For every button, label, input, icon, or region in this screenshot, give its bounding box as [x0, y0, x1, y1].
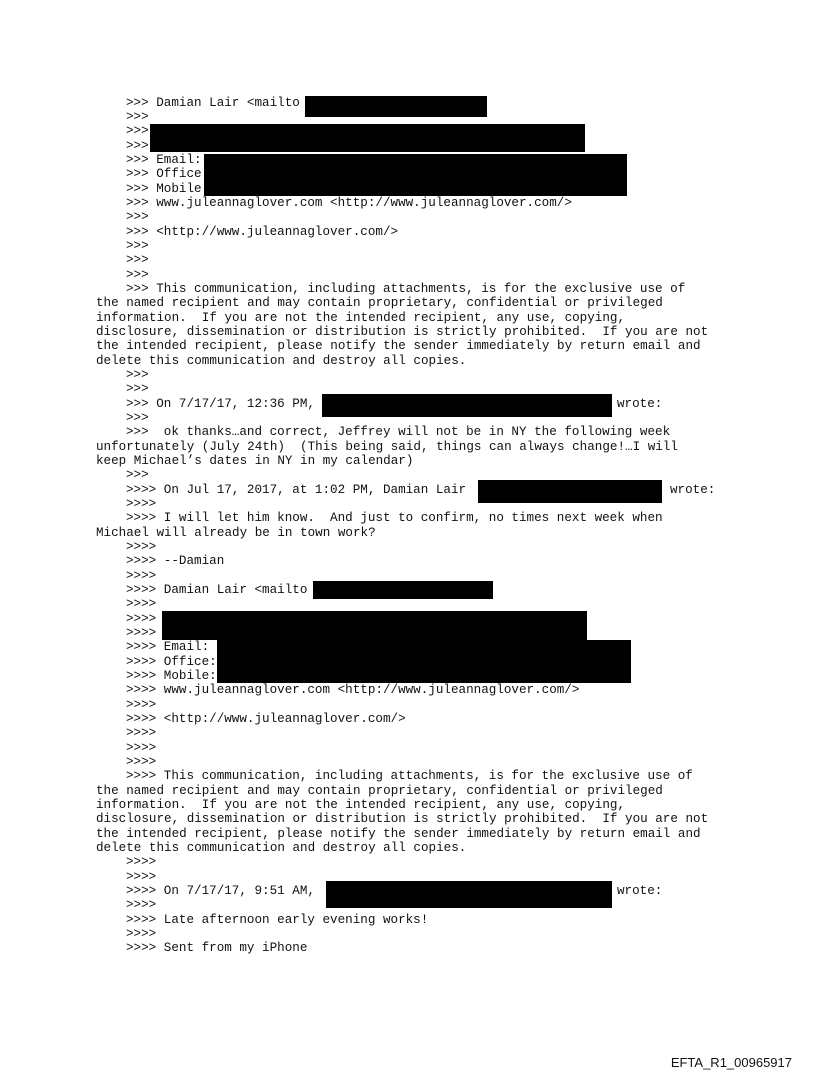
- text-line: >>>> On 7/17/17, 9:51 AM,: [126, 884, 315, 898]
- text-line: >>>>: [126, 540, 157, 554]
- text-line: information. If you are not the intended recipient, any use, copying,: [96, 798, 626, 812]
- text-line: wrote:: [617, 884, 663, 898]
- text-line: wrote:: [617, 397, 663, 411]
- text-line: wrote:: [670, 483, 716, 497]
- text-line: >>> This communication, including attachments, is for the exclusive use of: [126, 282, 686, 296]
- redaction-box: [305, 96, 487, 117]
- text-line: >>>>: [126, 855, 157, 869]
- text-line: >>>> --Damian: [126, 554, 225, 568]
- text-line: >>>>: [126, 597, 157, 611]
- text-line: >>>: [126, 253, 149, 267]
- text-line: >>>: [126, 239, 149, 253]
- text-line: >>>: [126, 382, 149, 396]
- text-line: >>>: [126, 468, 149, 482]
- text-line: >>> On 7/17/17, 12:36 PM,: [126, 397, 315, 411]
- text-line: the named recipient and may contain proprietary, confidential or privileged: [96, 296, 663, 310]
- text-line: >>>> Mobile:: [126, 669, 217, 683]
- text-line: >>>>: [126, 497, 157, 511]
- text-line: >>>> Office:: [126, 655, 217, 669]
- text-line: >>>> Late afternoon early evening works!: [126, 913, 429, 927]
- text-line: Michael will already be in town work?: [96, 526, 376, 540]
- text-line: >>> Damian Lair <mailto: [126, 96, 300, 110]
- text-line: >>>: [126, 139, 149, 153]
- redaction-box: [322, 394, 612, 417]
- text-line: >>>: [126, 124, 149, 138]
- text-line: >>> ok thanks…and correct, Jeffrey will not be in NY the following week: [126, 425, 671, 439]
- text-line: >>>>: [126, 898, 157, 912]
- text-line: >>>>: [126, 726, 157, 740]
- text-line: >>>>: [126, 870, 157, 884]
- text-line: >>> <http://www.juleannaglover.com/>: [126, 225, 399, 239]
- redaction-box: [313, 581, 493, 599]
- text-line: >>> Office: [126, 167, 202, 181]
- text-line: >>> Mobile: [126, 182, 202, 196]
- text-line: >>>> <http://www.juleannaglover.com/>: [126, 712, 406, 726]
- text-line: >>>> Damian Lair <mailto: [126, 583, 308, 597]
- text-line: information. If you are not the intended recipient, any use, copying,: [96, 311, 626, 325]
- redaction-box: [217, 640, 631, 683]
- text-line: >>>>: [126, 698, 157, 712]
- text-line: >>>>: [126, 741, 157, 755]
- text-line: >>>: [126, 368, 149, 382]
- text-line: >>>> Email:: [126, 640, 210, 654]
- text-line: delete this communication and destroy all copies.: [96, 354, 467, 368]
- redaction-box: [204, 154, 627, 196]
- text-line: >>>>: [126, 569, 157, 583]
- text-line: >>>: [126, 210, 149, 224]
- text-line: >>>>: [126, 612, 157, 626]
- text-line: >>> www.juleannaglover.com <http://www.juleannaglover.com/>: [126, 196, 572, 210]
- text-line: >>>: [126, 268, 149, 282]
- text-line: >>>>: [126, 927, 157, 941]
- redaction-box: [478, 480, 662, 503]
- text-line: >>>> This communication, including attachments, is for the exclusive use of: [126, 769, 693, 783]
- text-line: >>>> Sent from my iPhone: [126, 941, 308, 955]
- text-line: >>>>: [126, 755, 157, 769]
- redaction-box: [326, 881, 612, 908]
- text-line: the named recipient and may contain proprietary, confidential or privileged: [96, 784, 663, 798]
- text-line: keep Michael’s dates in NY in my calendar): [96, 454, 414, 468]
- text-line: >>>> On Jul 17, 2017, at 1:02 PM, Damian Lair: [126, 483, 467, 497]
- text-line: >>> Email:: [126, 153, 202, 167]
- text-line: the intended recipient, please notify the sender immediately by return email and: [96, 339, 701, 353]
- text-line: >>>>: [126, 626, 157, 640]
- text-line: >>>> I will let him know. And just to confirm, no times next week when: [126, 511, 663, 525]
- text-line: disclosure, dissemination or distribution is strictly prohibited. If you are not: [96, 812, 709, 826]
- text-line: the intended recipient, please notify the sender immediately by return email and: [96, 827, 701, 841]
- text-line: >>>: [126, 411, 149, 425]
- redaction-box: [150, 124, 585, 152]
- text-line: disclosure, dissemination or distribution is strictly prohibited. If you are not: [96, 325, 709, 339]
- text-line: >>>: [126, 110, 149, 124]
- document-id-footer: EFTA_R1_00965917: [670, 1055, 792, 1070]
- redaction-box: [162, 611, 587, 640]
- text-line: delete this communication and destroy all copies.: [96, 841, 467, 855]
- text-line: unfortunately (July 24th) (This being said, things can always change!…I will: [96, 440, 678, 454]
- text-line: >>>> www.juleannaglover.com <http://www.juleannaglover.com/>: [126, 683, 580, 697]
